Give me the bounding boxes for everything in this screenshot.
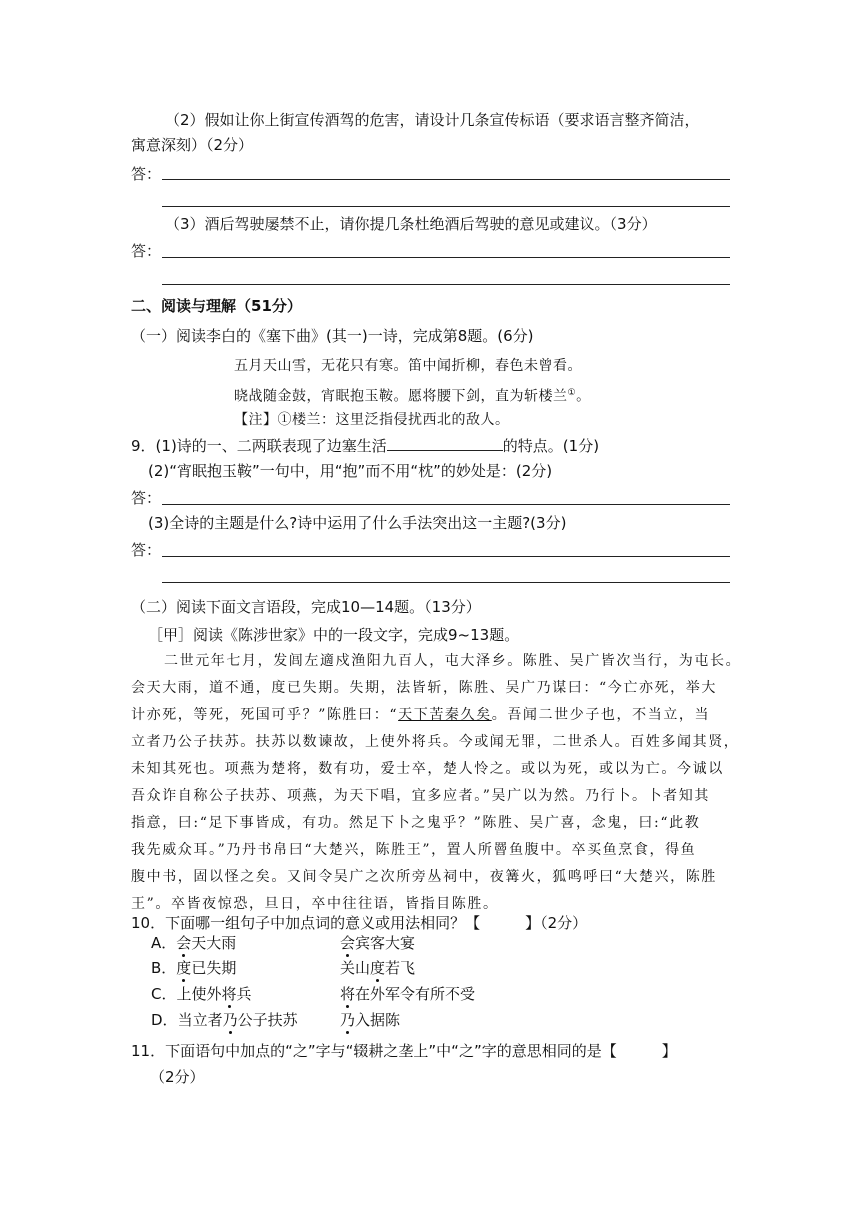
section-title: 二、阅读与理解（51分）	[131, 297, 302, 315]
passage-line-1: 二世元年七月，发闾左適戍渔阳九百人，屯大泽乡。陈胜、吴广皆次当行，为屯长。	[164, 653, 742, 669]
answer-line	[162, 257, 730, 258]
passage-line-3-a: 计亦死，等死，死国可乎？”陈胜曰：“	[131, 707, 399, 723]
q9-2-answer-label: 答：	[131, 489, 162, 507]
poem-line-2-end: 。	[576, 388, 591, 405]
option-left-post: 兵	[236, 985, 252, 1003]
option-left-post: 已失期	[191, 959, 237, 977]
dotted-word: 度	[370, 959, 386, 977]
option-label: C．	[151, 985, 177, 1003]
q10-option-b-right	[340, 957, 415, 979]
q3-answer-label: 答：	[131, 242, 162, 260]
dotted-word: 将	[221, 985, 237, 1003]
poem-line-2	[234, 382, 591, 408]
q11-score: （2分）	[150, 1068, 205, 1086]
answer-line	[162, 179, 730, 180]
option-right-post: 在外军令有所不受	[355, 985, 476, 1003]
dotted-word: 会	[176, 934, 192, 952]
passage-line-5: 未知其死也。项燕为楚将，数有功，爱士卒，楚人怜之。或以为死，或以为亡。今诚以	[131, 761, 724, 777]
poem-line-2-text: 晓战随金鼓，宵眠抱玉鞍。愿将腰下剑，直为斩楼兰	[234, 388, 568, 405]
q9-1-text: 9．(1)诗的一、二两联表现了边塞生活	[131, 437, 387, 455]
part1-intro: （一）阅读李白的《塞下曲》(其一)一诗，完成第8题。(6分)	[131, 327, 534, 345]
answer-line	[162, 556, 730, 557]
answer-line	[162, 504, 730, 505]
answer-line	[162, 284, 730, 285]
q10-option-d-right	[340, 1009, 400, 1031]
option-right-post: 宾客大宴	[355, 934, 416, 952]
passage-line-9: 腹中书，固以怪之矣。又间令吴广之次所旁丛祠中，夜篝火，狐鸣呼曰“大楚兴，陈胜	[131, 869, 717, 885]
q10-option-c[interactable]	[151, 983, 252, 1005]
option-label: B．	[151, 959, 177, 977]
q9-1-tail: 的特点。(1分)	[502, 437, 600, 455]
q9-3-answer-label: 答：	[131, 541, 162, 559]
option-right-post: 入据陈	[355, 1011, 401, 1029]
part2-intro: （二）阅读下面文言语段，完成10—14题。（13分）	[131, 598, 481, 616]
q11-stem: 11．下面语句中加点的“之”字与“辍耕之垄上”中“之”字的意思相同的是【 】	[131, 1042, 677, 1060]
fill-blank[interactable]	[387, 434, 503, 451]
passage-line-2: 会天大雨，道不通，度已失期。失期，法皆斩，陈胜、吴广乃谋曰：“今亡亦死，举大	[131, 680, 717, 696]
q10-stem: 10．下面哪一组句子中加点词的意义或用法相同？【 】（2分）	[131, 914, 588, 932]
dotted-word: 会	[340, 934, 356, 952]
passage-line-10: 王”。卒皆夜惊恐，旦日，卒中往往语，皆指目陈胜。	[131, 896, 499, 912]
option-left-pre: 当立者	[177, 1011, 223, 1029]
q10-option-a[interactable]	[151, 932, 236, 954]
passage-line-8: 我先威众耳。”乃丹书帛曰“大楚兴，陈胜王”，置人所罾鱼腹中。卒买鱼烹食，得鱼	[131, 842, 697, 858]
option-label: A．	[151, 934, 177, 952]
part2-jia: ［甲］阅读《陈涉世家》中的一段文字，完成9~13题。	[148, 626, 520, 644]
q2-answer-label: 答：	[131, 165, 162, 183]
underlined-sentence: 天下苦秦久矣	[398, 707, 492, 723]
q2-line2: 寓意深刻）（2分）	[131, 136, 254, 154]
dotted-word: 乃	[340, 1011, 356, 1029]
option-right-post: 若飞	[385, 959, 416, 977]
q9-3: (3)全诗的主题是什么?诗中运用了什么手法突出这一主题?(3分)	[148, 514, 567, 532]
dotted-word: 乃	[222, 1011, 238, 1029]
option-label: D．	[151, 1011, 178, 1029]
poem-line-1: 五月天山雪，无花只有寒。笛中闻折柳，春色未曾看。	[234, 358, 582, 374]
answer-line	[162, 206, 730, 207]
passage-line-3-b: 。吾闻二世少子也，不当立，当	[491, 707, 711, 723]
option-left-pre: 上使外	[176, 985, 222, 1003]
passage-line-4: 立者乃公子扶苏。扶苏以数谏故，上使外将兵。今或闻无罪，二世杀人。百姓多闻其贤，	[131, 734, 740, 750]
option-left-post: 公子扶苏	[237, 1011, 298, 1029]
passage-line-3	[131, 704, 710, 726]
q10-option-a-right	[340, 932, 415, 954]
poem-note: 【注】①楼兰：这里泛指侵扰西北的敌人。	[234, 412, 510, 428]
q10-option-b[interactable]	[151, 957, 236, 979]
dotted-word: 度	[176, 959, 192, 977]
passage-line-7: 指意，曰:“足下事皆成，有功。然足下卜之鬼乎？”陈胜、吴广喜，念鬼，曰:“此教	[131, 815, 701, 831]
dotted-word: 将	[340, 985, 356, 1003]
footnote-mark: ①	[567, 388, 577, 398]
option-left-post: 天大雨	[191, 934, 237, 952]
q10-option-c-right	[340, 983, 475, 1005]
passage-line-6: 吾众诈自称公子扶苏、项燕，为天下唱，宜多应者。”吴广以为然。乃行卜。卜者知其	[131, 788, 710, 804]
q9-2: (2)“宵眠抱玉鞍”一句中，用“抱”而不用“枕”的妙处是：(2分)	[148, 462, 553, 480]
answer-line	[162, 582, 730, 583]
q10-option-d[interactable]	[151, 1009, 298, 1031]
q3-line1: （3）酒后驾驶屡禁不止，请你提几条杜绝酒后驾驶的意见或建议。（3分）	[165, 215, 657, 233]
option-right-pre: 关山	[340, 959, 371, 977]
q9-1	[131, 434, 599, 457]
q2-line1: （2）假如让你上街宣传酒驾的危害，请设计几条宣传标语（要求语言整齐简洁，	[165, 111, 700, 129]
